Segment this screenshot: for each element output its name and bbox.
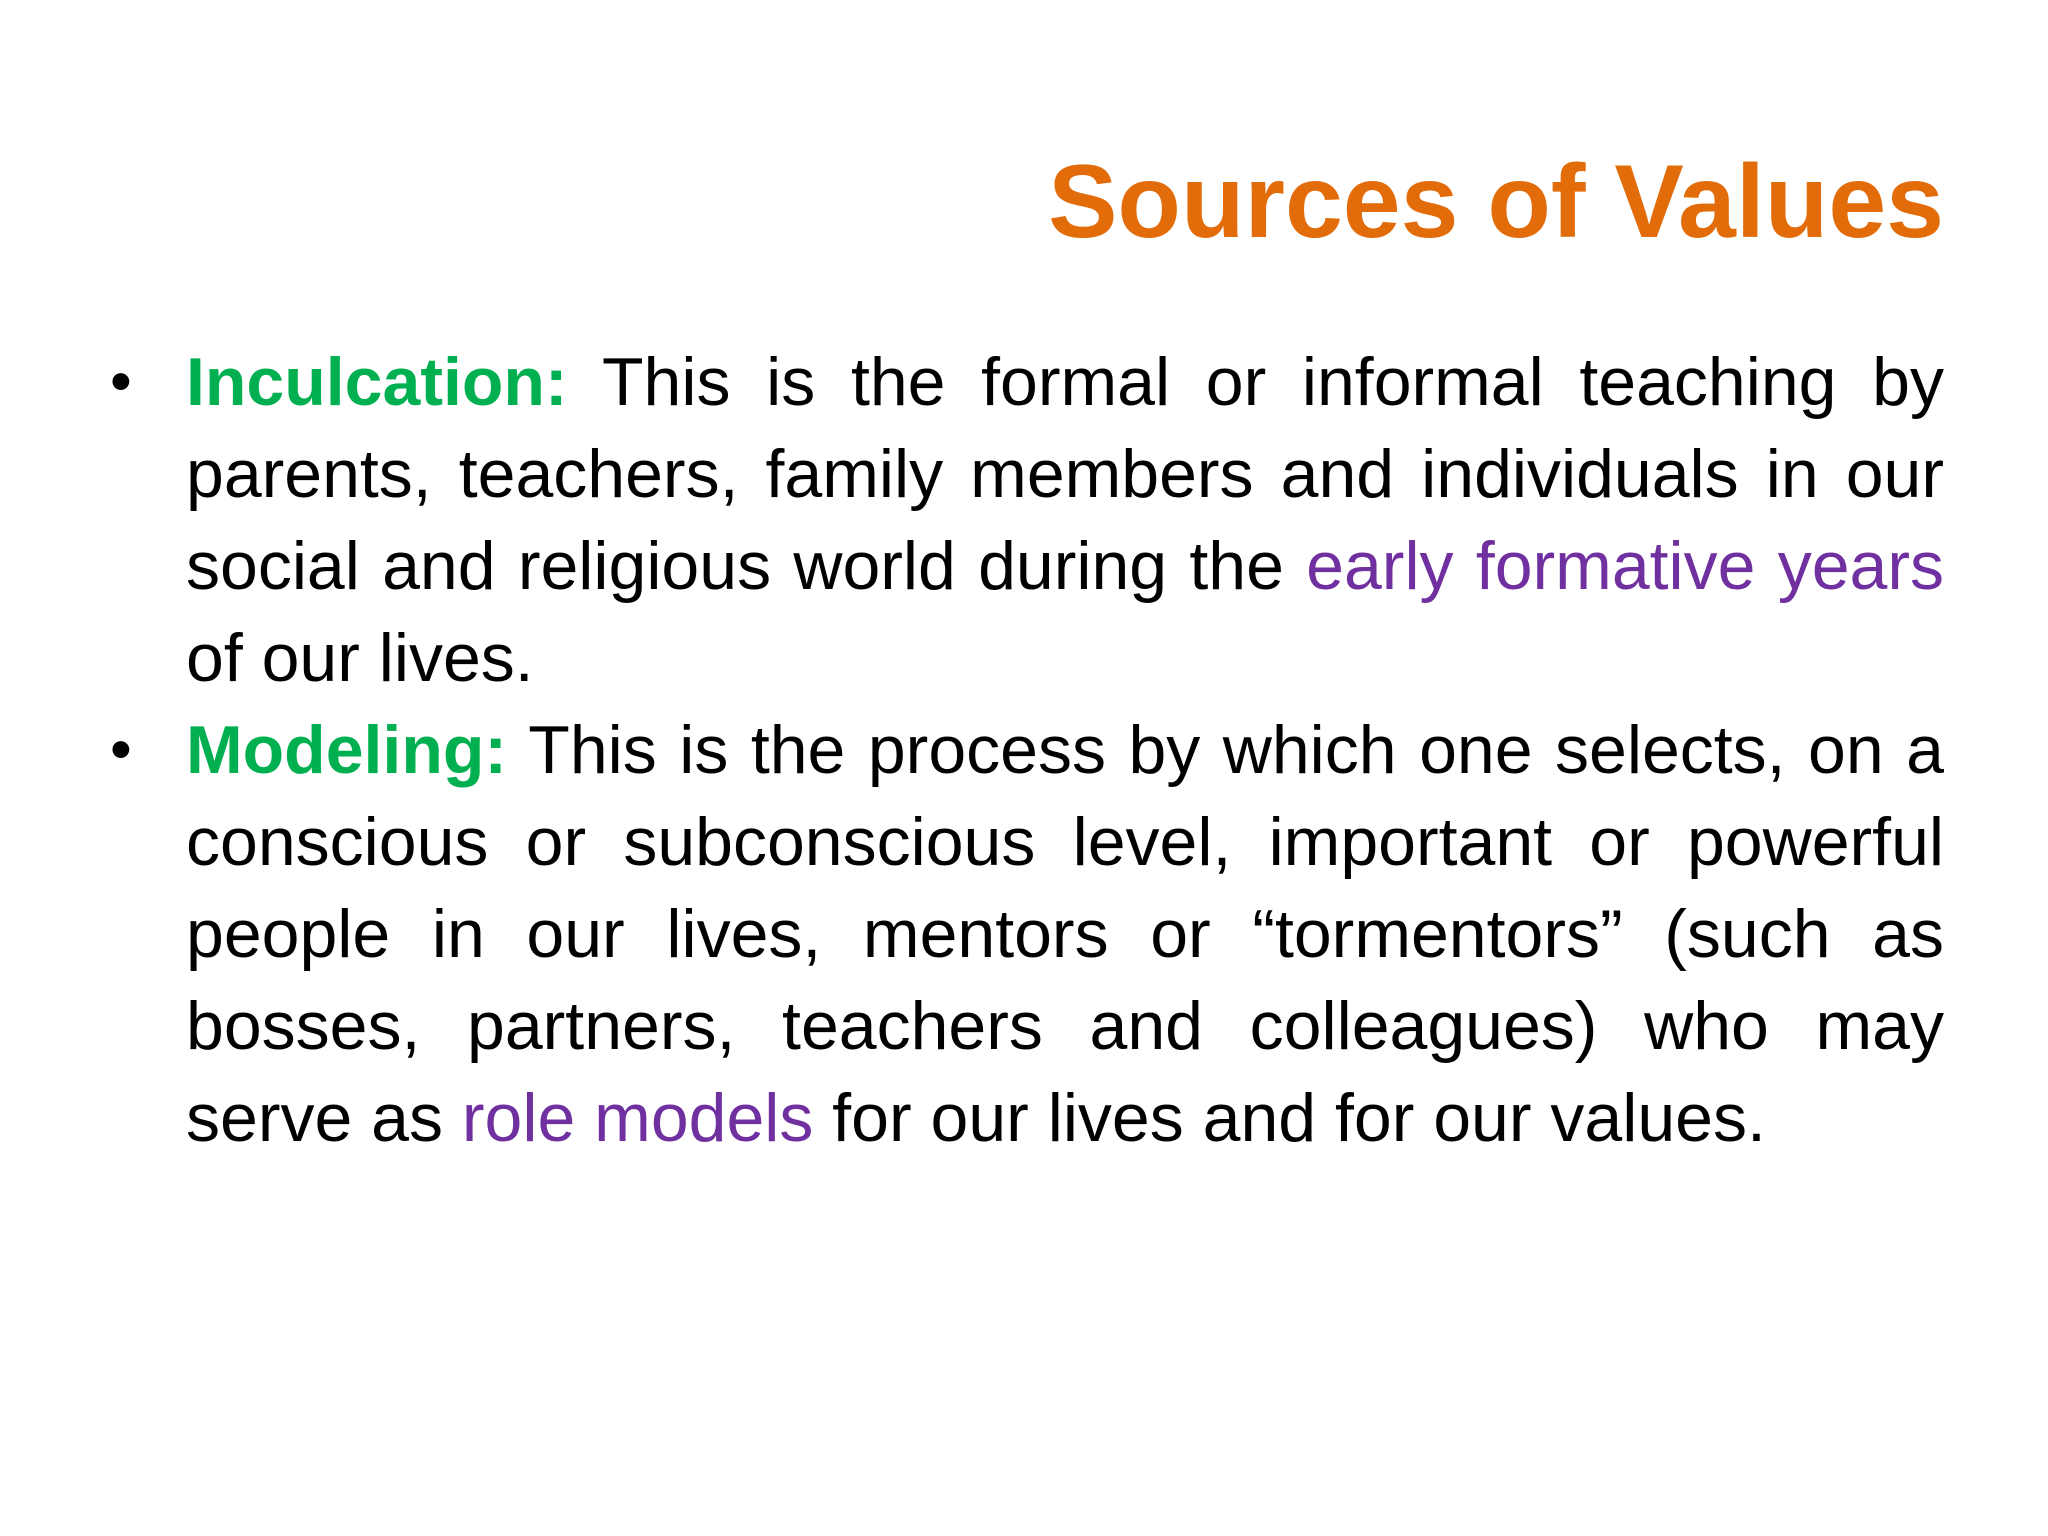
bullet-dot-icon: • (110, 715, 132, 784)
bullet-highlight: early formative years (1306, 528, 1945, 604)
bullet-list (100, 336, 1944, 1164)
bullet-modeling (100, 704, 1944, 1164)
bullet-text (186, 704, 1944, 1164)
bullet-body-end: of our lives. (186, 620, 534, 696)
bullet-term: Inculcation: (186, 344, 568, 420)
bullet-body-end: for our lives and for our values. (813, 1080, 1766, 1156)
bullet-term: Modeling: (186, 712, 508, 788)
bullet-inculcation (100, 336, 1944, 704)
bullet-dot-icon: • (110, 347, 132, 416)
bullet-body: This is the process by which one selects, on a conscious or subconscious level, important or powerful people in our lives, mentors or “tormentors” (such as bosses, partners, teachers and colleagues) who may serve as (186, 712, 1944, 1156)
bullet-body: This is the formal or informal teaching by parents, teachers, family members and individuals in our social and religious world during the (186, 344, 1944, 604)
bullet-highlight: role models (461, 1080, 814, 1156)
bullet-text (186, 336, 1944, 704)
slide-title: Sources of Values (1048, 144, 1944, 260)
